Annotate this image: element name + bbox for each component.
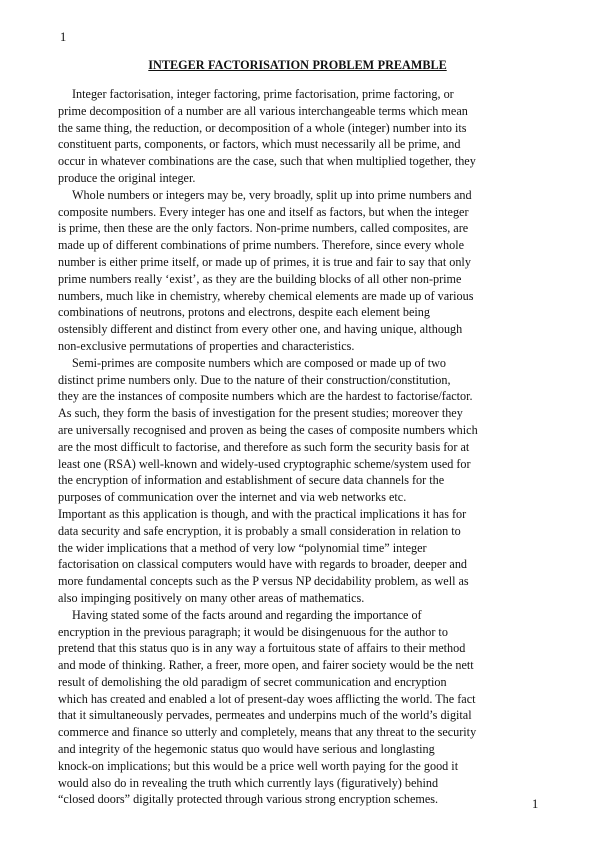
page-number-bottom: 1: [532, 797, 539, 811]
text-line: also impinging positively on many other areas of mathematics.: [58, 590, 365, 605]
paragraph: [58, 607, 548, 809]
text-line: made up of different combinations of prime numbers. Therefore, since every whole: [58, 238, 465, 253]
text-line: Having stated some of the facts around and regarding the importance of: [72, 607, 422, 622]
text-line: distinct prime numbers only. Due to the nature of their construction/constitution,: [58, 372, 451, 387]
text-line: that it simultaneously pervades, permeates and underpins much of the world’s digital: [58, 708, 472, 723]
text-line: Semi-primes are composite numbers which are composed or made up of two: [72, 355, 446, 370]
text-line: commerce and finance so utterly and completely, means that any threat to the security: [58, 725, 477, 740]
text-line: Integer factorisation, integer factoring, prime factorisation, prime factoring, or: [72, 87, 454, 101]
text-line: “closed doors” digitally protected through various strong encryption schemes.: [58, 792, 439, 807]
text-line: constituent parts, components, or factors, which must necessarily all be prime, and: [58, 137, 461, 152]
page-number-top: 1: [60, 30, 67, 44]
text-line: factorisation on classical computers would have with regards to broader, deeper and: [58, 557, 468, 572]
text-line: ostensibly different and distinct from every other one, and having unique, although: [58, 322, 463, 337]
text-line: is prime, then these are the only factors. Non-prime numbers, called composites, are: [58, 221, 469, 236]
text-line: non-exclusive permutations of properties and characteristics.: [58, 338, 355, 353]
text-line: are universally recognised and proven as being the cases of composite numbers which: [58, 422, 478, 437]
text-line: data security and safe encryption, it is probably a small consideration in relation to: [58, 523, 461, 538]
text-line: occur in whatever combinations are the case, such that when multiplied together, they: [58, 154, 476, 169]
paragraph: [58, 355, 548, 506]
text-line: and integrity of the hegemonic status quo would have serious and longlasting: [58, 742, 435, 757]
paragraph: [58, 506, 548, 607]
text-line: knock-on implications; but this would be a price well worth paying for the good it: [58, 758, 459, 773]
document-title: INTEGER FACTORISATION PROBLEM PREAMBLE: [148, 58, 447, 72]
text-line: would also do in revealing the truth which currently lays (figuratively) behind: [58, 775, 439, 790]
text-line: pretend that this status quo is in any way a fortuitous state of affairs to their method: [58, 641, 466, 656]
paragraph: [58, 187, 548, 355]
text-line: result of demolishing the old paradigm of secret communication and encryption: [58, 674, 447, 689]
text-line: and mode of thinking. Rather, a freer, more open, and fairer society would be the nett: [58, 658, 474, 673]
text-line: they are the instances of composite numbers which are the hardest to factorise/factor.: [58, 389, 473, 404]
text-line: produce the original integer.: [58, 170, 196, 185]
text-line: purposes of communication over the internet and via web networks etc.: [58, 490, 407, 505]
text-line: numbers, much like in chemistry, whereby chemical elements are made up of various: [58, 288, 474, 303]
text-line: the same thing, the reduction, or decomposition of a whole (integer) number into its: [58, 120, 467, 135]
text-line: more fundamental concepts such as the P versus NP decidability problem, as well as: [58, 574, 469, 589]
text-line: As such, they form the basis of investigation for the present studies; moreover they: [58, 406, 463, 421]
text-line: least one (RSA) well-known and widely-used cryptographic scheme/system used for: [58, 456, 471, 471]
text-line: prime decomposition of a number are all various interchangeable terms which mean: [58, 103, 468, 118]
text-line: prime numbers really ‘exist’, as they are the building blocks of all other non-prime: [58, 271, 462, 286]
text-line: Whole numbers or integers may be, very broadly, split up into prime numbers and: [72, 187, 472, 202]
text-line: composite numbers. Every integer has one and itself as factors, but when the integer: [58, 204, 469, 219]
text-line: Important as this application is though, and with the practical implications it has for: [58, 506, 467, 521]
paragraph: [58, 86, 548, 187]
text-line: the wider implications that a method of very low “polynomial time” integer: [58, 540, 427, 555]
text-line: combinations of neutrons, protons and electrons, despite each element being: [58, 305, 430, 320]
text-line: which has created and enabled a lot of present-day woes afflicting the world. The fact: [58, 691, 476, 706]
text-line: encryption in the previous paragraph; it would be disingenuous for the author to: [58, 624, 448, 639]
text-line: number is either prime itself, or made up of primes, it is true and fair to say that only: [58, 254, 471, 269]
document-body: [58, 86, 548, 808]
text-line: are the most difficult to factorise, and therefore as such form the security basis for at: [58, 439, 470, 454]
text-line: the encryption of information and establishment of secure data channels for the: [58, 473, 445, 488]
